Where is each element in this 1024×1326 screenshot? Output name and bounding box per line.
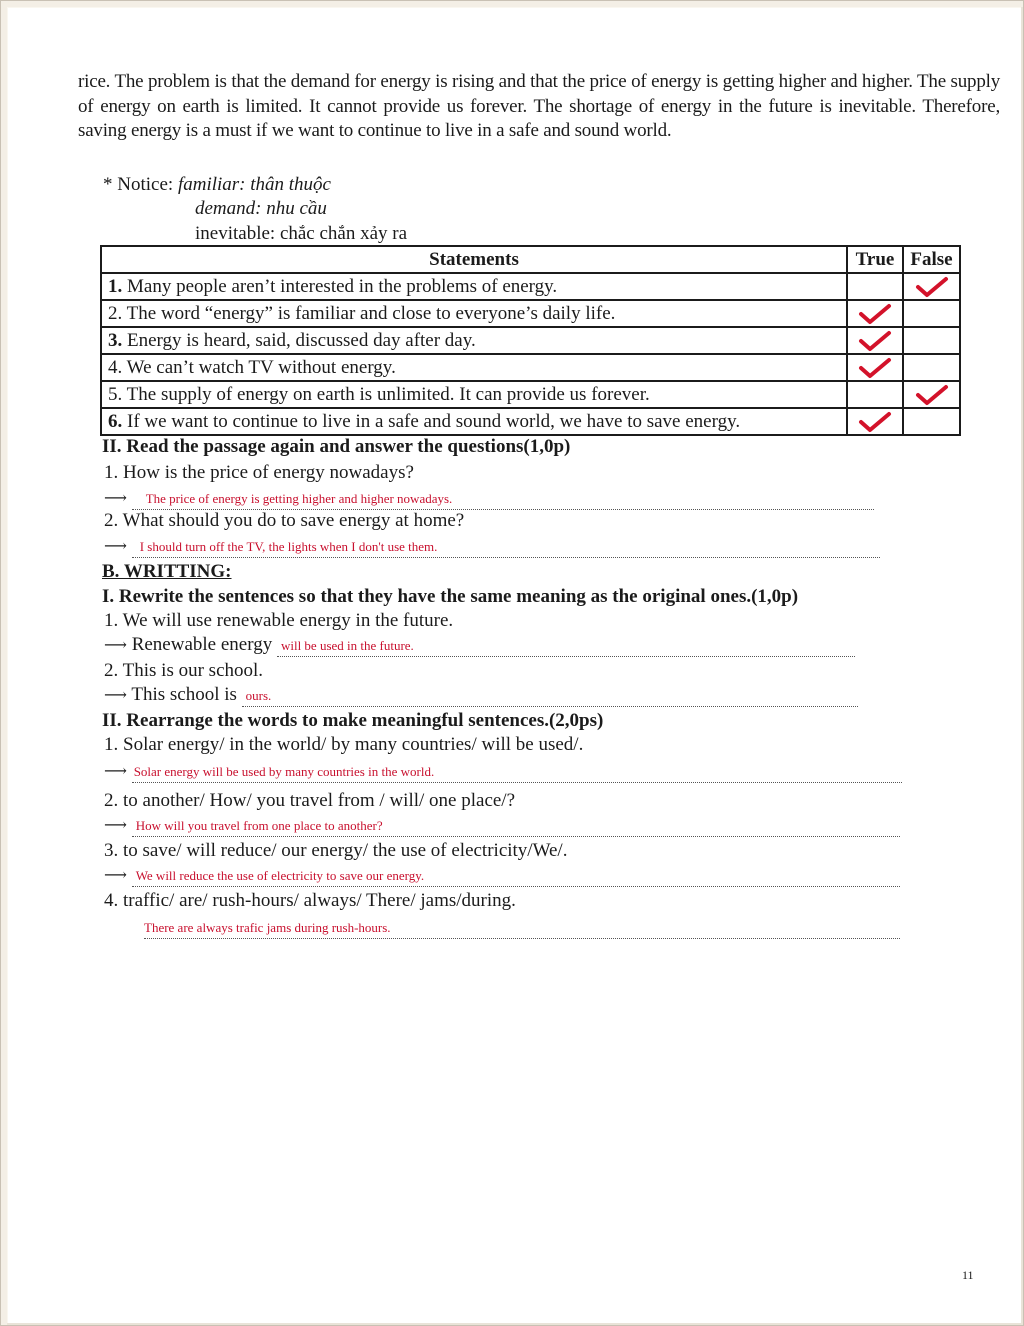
- statement-cell: [101, 408, 847, 435]
- checkmark-icon: [848, 303, 902, 325]
- statement-cell: [101, 327, 847, 354]
- rewrite-question-1: 1. We will use renewable energy in the future.: [104, 610, 454, 631]
- arrow-icon: ⟶: [104, 687, 127, 704]
- true-cell[interactable]: [847, 354, 903, 381]
- rearrange-answer-3-line: [104, 864, 900, 887]
- rewrite-answer-2-text: ours.: [245, 688, 272, 703]
- notice-block: [103, 172, 408, 244]
- rearrange-answer-4-text: There are always trafic jams during rush-hours.: [144, 920, 391, 935]
- false-cell[interactable]: [903, 327, 960, 354]
- rearrange-field-4[interactable]: [144, 916, 900, 939]
- table-row: [101, 354, 960, 381]
- true-cell[interactable]: [847, 381, 903, 408]
- writing-title-text: B. WRITTING:: [102, 561, 232, 582]
- table-row: [101, 408, 960, 435]
- header-statements: Statements: [101, 246, 847, 273]
- rewrite-field-2[interactable]: [242, 684, 858, 707]
- checkmark-icon: [848, 357, 902, 379]
- rearrange-answer-2-text: How will you travel from one place to another?: [135, 818, 383, 833]
- arrow-icon: ⟶: [104, 867, 127, 884]
- true-cell[interactable]: [847, 327, 903, 354]
- answer-2-text: I should turn off the TV, the lights when I don't use them.: [139, 539, 438, 554]
- statement-text: The word “energy” is familiar and close to everyone’s daily life.: [126, 303, 616, 324]
- statement-cell: [101, 273, 847, 300]
- rearrange-field-3[interactable]: [132, 864, 900, 887]
- notice-item-inevitable: inevitable: chắc chắn xảy ra: [195, 223, 408, 244]
- rewrite-answer-2-line: [104, 684, 858, 707]
- rearrange-question-1: 1. Solar energy/ in the world/ by many countries/ will be used/.: [104, 734, 584, 755]
- answer-1-text: The price of energy is getting higher and higher nowadays.: [145, 491, 453, 506]
- rearrange-field-2[interactable]: [132, 814, 900, 837]
- writing-title: [102, 561, 232, 583]
- rewrite-question-2: 2. This is our school.: [104, 660, 264, 681]
- checkmark-icon: [904, 276, 959, 298]
- rearrange-answer-4-line: [144, 916, 900, 939]
- section-read-again-title: II. Read the passage again and answer the questions(1,0p): [102, 436, 571, 457]
- rearrange-title: II. Rearrange the words to make meaningful sentences.(2,0ps): [102, 710, 604, 731]
- arrow-icon: ⟶: [104, 490, 127, 507]
- notice-label: * Notice:: [103, 174, 174, 195]
- statement-text: The supply of energy on earth is unlimited. It can provide us forever.: [126, 384, 650, 405]
- statement-cell: [101, 354, 847, 381]
- answer-1-line: [104, 487, 874, 510]
- question-2: 2. What should you do to save energy at home?: [104, 510, 465, 531]
- table-row: [101, 273, 960, 300]
- statement-text: Energy is heard, said, discussed day after day.: [127, 330, 476, 351]
- rearrange-question-4: 4. traffic/ are/ rush-hours/ always/ There/ jams/during.: [104, 890, 516, 911]
- question-1: 1. How is the price of energy nowadays?: [104, 462, 414, 483]
- header-true: True: [847, 246, 903, 273]
- table-row: [101, 300, 960, 327]
- statement-number: 4.: [108, 357, 123, 378]
- statement-text: If we want to continue to live in a safe and sound world, we have to save energy.: [127, 411, 741, 432]
- true-cell[interactable]: [847, 408, 903, 435]
- arrow-icon: ⟶: [104, 637, 127, 654]
- notice-item-familiar: familiar: thân thuộc: [177, 174, 331, 195]
- statement-cell: [101, 381, 847, 408]
- rearrange-question-3: 3. to save/ will reduce/ our energy/ the use of electricity/We/.: [104, 840, 568, 861]
- answer-field-2[interactable]: [132, 535, 880, 558]
- true-cell[interactable]: [847, 300, 903, 327]
- passage-block: [78, 70, 1000, 144]
- notice-item-demand: demand: nhu cầu: [195, 198, 327, 219]
- rewrite-prompt-1: Renewable energy: [131, 634, 273, 655]
- rearrange-field-1[interactable]: [132, 760, 902, 783]
- false-cell[interactable]: [903, 300, 960, 327]
- statement-number: 1.: [108, 276, 123, 297]
- statement-number: 6.: [108, 411, 123, 432]
- checkmark-icon: [848, 411, 902, 433]
- arrow-icon: ⟶: [104, 817, 127, 834]
- rearrange-question-2: 2. to another/ How/ you travel from / will/ one place/?: [104, 790, 516, 811]
- rewrite-title: I. Rewrite the sentences so that they have the same meaning as the original ones.(1,0p): [102, 586, 799, 607]
- rearrange-answer-1-line: [104, 760, 902, 783]
- statement-cell: [101, 300, 847, 327]
- page-number: 11: [962, 1268, 974, 1282]
- false-cell[interactable]: [903, 273, 960, 300]
- table-body: [101, 273, 960, 435]
- false-cell[interactable]: [903, 381, 960, 408]
- arrow-icon: ⟶: [104, 763, 127, 780]
- rearrange-answer-2-line: [104, 814, 900, 837]
- answer-field-1[interactable]: [132, 487, 874, 510]
- checkmark-icon: [904, 384, 959, 406]
- rearrange-answer-1-text: Solar energy will be used by many countries in the world.: [133, 764, 435, 779]
- checkmark-icon: [848, 330, 902, 352]
- statement-text: Many people aren’t interested in the problems of energy.: [127, 276, 558, 297]
- rewrite-prompt-2: This school is: [131, 684, 237, 705]
- arrow-icon: ⟶: [104, 538, 127, 555]
- table-row: [101, 381, 960, 408]
- statement-number: 5.: [108, 384, 123, 405]
- statement-number: 3.: [108, 330, 123, 351]
- rewrite-answer-1-line: [104, 634, 855, 657]
- true-cell[interactable]: [847, 273, 903, 300]
- passage-text: rice. The problem is that the demand for energy is rising and that the price of energy is getting higher and higher. The supply of energy on earth is limited. It cannot provide us forever. The shortage of energy in the future is inevitable. Therefore, saving energy is a must if we want to continue to live in a safe and sound world.: [78, 71, 1000, 141]
- statement-number: 2.: [108, 303, 123, 324]
- table-row: [101, 327, 960, 354]
- rewrite-field-1[interactable]: [277, 634, 855, 657]
- header-false: False: [903, 246, 960, 273]
- rearrange-answer-3-text: We will reduce the use of electricity to save our energy.: [135, 868, 425, 883]
- answer-2-line: [104, 535, 880, 558]
- false-cell[interactable]: [903, 354, 960, 381]
- statement-text: We can’t watch TV without energy.: [126, 357, 396, 378]
- table-header-row: [101, 246, 960, 273]
- true-false-table: [100, 245, 961, 436]
- false-cell[interactable]: [903, 408, 960, 435]
- rewrite-answer-1-text: will be used in the future.: [280, 638, 414, 653]
